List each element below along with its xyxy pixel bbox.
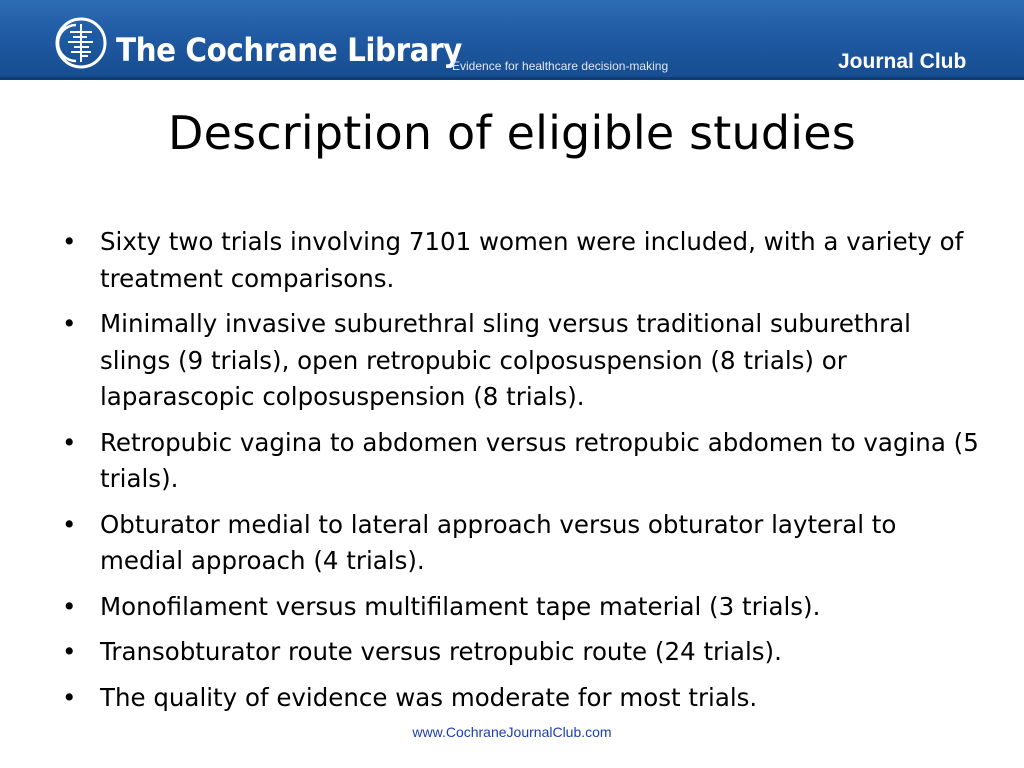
bullet-icon: •: [62, 427, 77, 457]
bullet-item: [62, 224, 982, 297]
bullet-icon: •: [62, 682, 77, 712]
bullet-text: Monofilament versus multifilament tape material (3 trials).: [100, 591, 821, 621]
bullet-icon: •: [62, 637, 77, 666]
bullet-item: [62, 589, 982, 626]
bullet-text: Minimally invasive suburethral sling versus traditional suburethral slings (9 trials), open retropubic colposuspension (8 trials) or laparascopic colposuspension (8 trials).: [100, 309, 911, 411]
bullet-icon: •: [62, 509, 77, 539]
header-banner: [0, 0, 1024, 80]
section-label: Journal Club: [838, 50, 967, 73]
bullet-text: The quality of evidence was moderate for most trials.: [100, 682, 758, 712]
slide-title: Description of eligible studies: [168, 106, 856, 160]
bullet-item: [62, 306, 982, 416]
bullet-item: [62, 425, 982, 498]
bullet-text: Retropubic vagina to abdomen versus retropubic abdomen to vagina (5 trials).: [100, 427, 979, 493]
bullet-item: [62, 680, 982, 717]
bullet-item: [62, 507, 982, 580]
bullet-list: [62, 224, 982, 725]
brand-tagline: Evidence for healthcare decision-making: [452, 59, 669, 73]
bullet-icon: •: [62, 227, 77, 256]
footer-website-link[interactable]: www.CochraneJournalClub.com: [412, 724, 612, 740]
bullet-text: Obturator medial to lateral approach versus obturator layteral to medial approach (4 trials).: [100, 509, 897, 575]
bullet-text: Sixty two trials involving 7101 women were included, with a variety of treatment comparisons.: [100, 227, 964, 293]
bullet-icon: •: [62, 309, 77, 338]
cochrane-logo-icon: [54, 16, 108, 70]
brand-name: The Cochrane Library: [116, 31, 462, 69]
bullet-item: [62, 634, 982, 671]
bullet-icon: •: [62, 591, 77, 621]
bullet-text: Transobturator route versus retropubic route (24 trials).: [100, 637, 782, 666]
